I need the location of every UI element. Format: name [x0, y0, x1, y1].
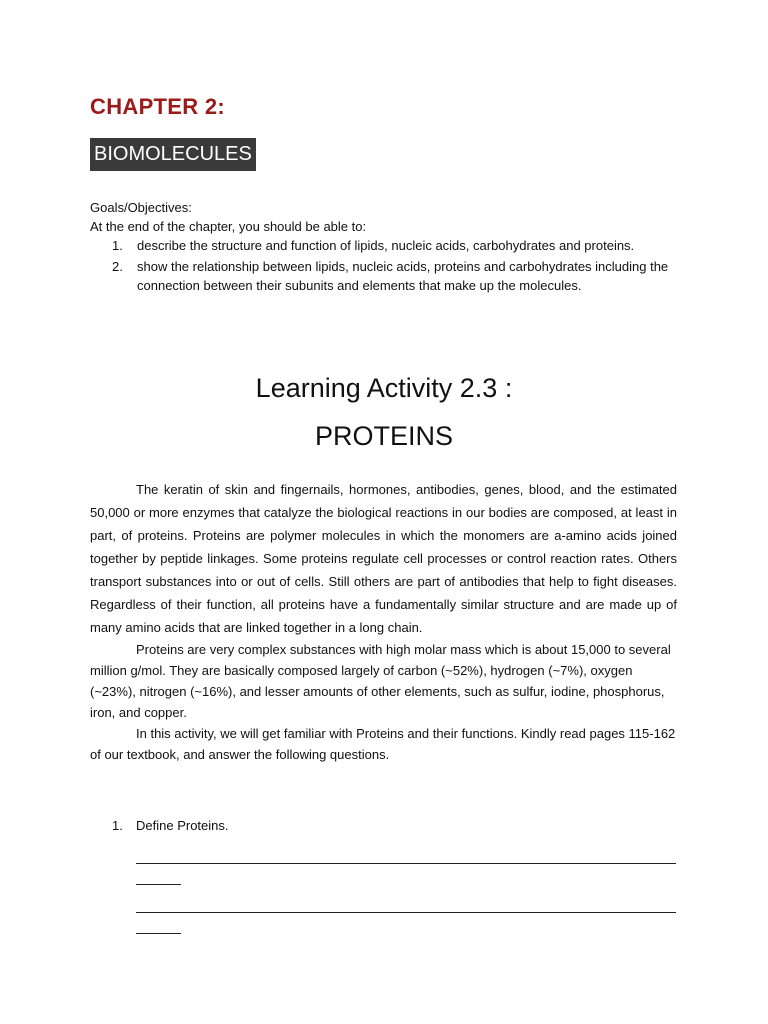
- questions-section: [90, 816, 680, 934]
- question-text: Define Proteins.: [136, 818, 229, 833]
- goal-text: describe the structure and function of lipids, nucleic acids, carbohydrates and proteins.: [137, 238, 635, 253]
- paragraph-instructions: In this activity, we will get familiar with Proteins and their functions. Kindly read pages 115-162 of our textbook, and answer the following questions.: [90, 726, 676, 762]
- answer-line[interactable]: [136, 911, 676, 913]
- activity-subtitle: PROTEINS: [314, 421, 454, 451]
- activity-title: Learning Activity 2.3 :: [255, 373, 513, 403]
- goal-number: 1.: [112, 238, 123, 253]
- goal-item: [90, 236, 682, 255]
- question-item: [90, 816, 680, 934]
- goals-list: [90, 236, 690, 295]
- paragraph-composition: Proteins are very complex substances with high molar mass which is about 15,000 to several million g/mol. They are basically composed largely of carbon (~52%), hydrogen (~7%), oxygen (~23%), nitrogen (~16%), and lesser amounts of other elements, such as sulfur, iodine, phosphorus, iron, and copper.: [90, 642, 671, 720]
- goals-intro: At the end of the chapter, you should be able to:: [90, 219, 367, 234]
- chapter-heading: CHAPTER 2:: [90, 94, 226, 119]
- goal-number: 2.: [112, 259, 123, 274]
- chapter-subject-banner: BIOMOLECULES: [90, 138, 256, 171]
- question-number: 1.: [112, 818, 123, 833]
- goals-heading: Goals/Objectives:: [90, 200, 192, 215]
- goal-item: [90, 257, 682, 295]
- answer-line-end[interactable]: [136, 883, 181, 885]
- goal-text: show the relationship between lipids, nucleic acids, proteins and carbohydrates including the connection between their subunits and elements that make up the molecules.: [137, 259, 669, 293]
- answer-line-end[interactable]: [136, 932, 181, 934]
- answer-line[interactable]: [136, 862, 676, 864]
- body-text: [90, 478, 677, 765]
- goals-section: [90, 198, 690, 297]
- paragraph-intro: The keratin of skin and fingernails, hormones, antibodies, genes, blood, and the estimated 50,000 or more enzymes that catalyze the biological reactions in our bodies are composed, at least in part, of proteins. Proteins are polymer molecules in which the monomers are a-amino acids joined together by peptide linkages. Some proteins regulate cell processes or control reaction rates. Others transport substances into or out of cells. Still others are part of antibodies that help to fight diseases. Regardless of their function, all proteins have a fundamentally similar structure and are made up of many amino acids that are linked together in a long chain.: [90, 482, 677, 635]
